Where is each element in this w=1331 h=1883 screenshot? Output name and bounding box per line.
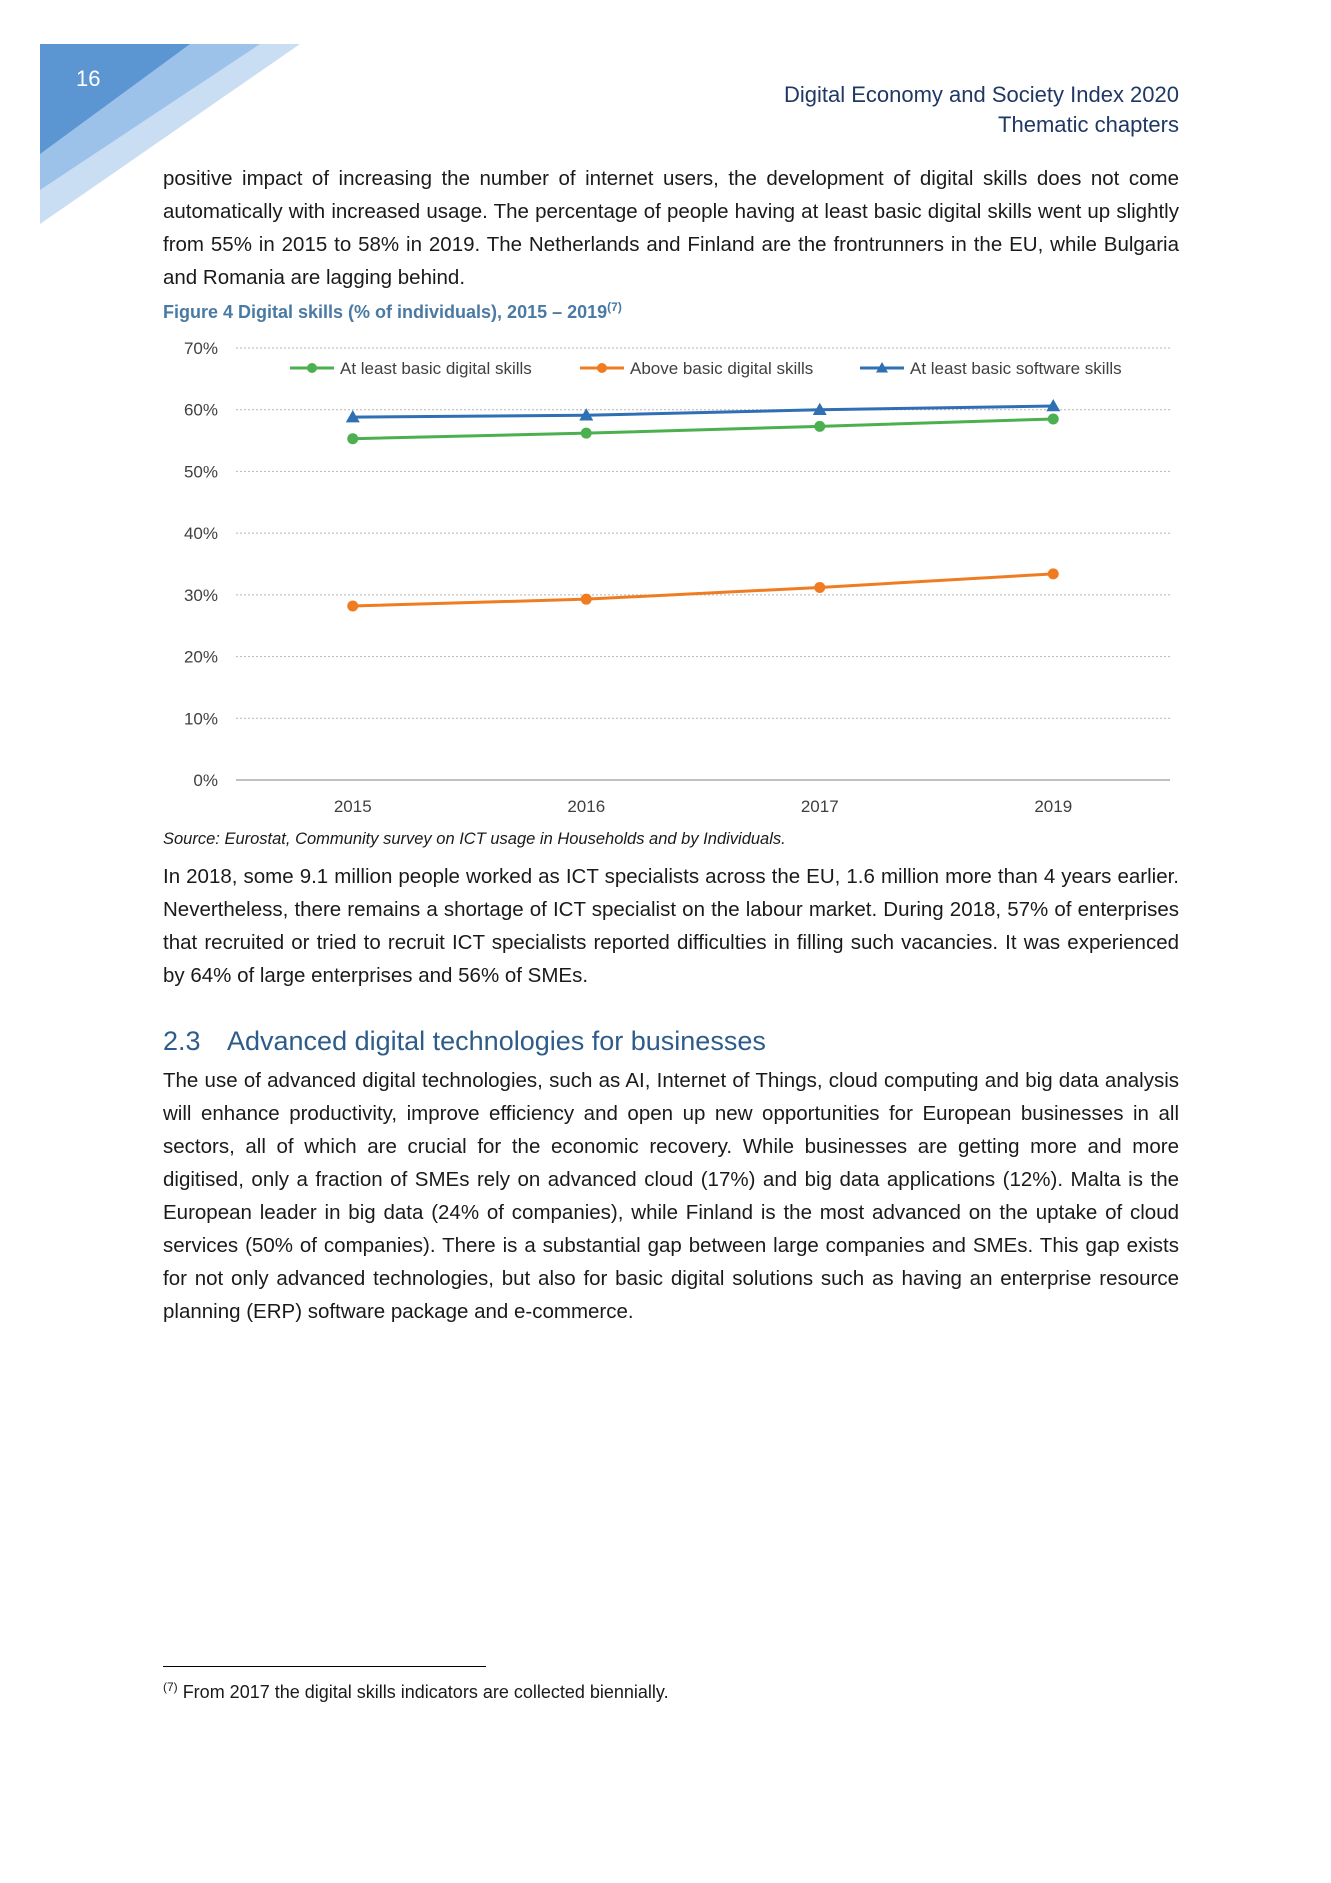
legend-swatch-marker: [597, 363, 607, 373]
y-tick-label: 60%: [183, 400, 218, 420]
figure-source: Source: Eurostat, Community survey on ICT usage in Households and by Individuals.: [163, 830, 786, 848]
series-line: [353, 419, 1054, 439]
y-tick-label: 40%: [183, 524, 218, 544]
legend-label: At least basic digital skills: [340, 359, 532, 378]
x-tick-label: 2019: [1034, 797, 1073, 816]
data-point: [814, 582, 825, 593]
x-tick-label: 2017: [800, 797, 839, 816]
y-tick-label: 10%: [183, 709, 218, 729]
y-tick-label: 50%: [183, 462, 218, 482]
running-header: [784, 80, 1179, 140]
data-point: [814, 421, 825, 432]
legend-label: At least basic software skills: [910, 359, 1122, 378]
series-line: [353, 406, 1054, 417]
figure-caption-footnote-ref: (7): [607, 300, 622, 314]
page-number: 16: [76, 66, 101, 91]
chart-legend: [290, 359, 1122, 378]
data-point: [581, 594, 592, 605]
digital-skills-line-chart: [140, 330, 1190, 820]
x-tick-label: 2016: [567, 797, 606, 816]
chart-x-tick-labels: [334, 797, 1072, 816]
section-number: 2.3: [163, 1026, 201, 1056]
body-paragraph-1: positive impact of increasing the number of internet users, the development of digital skills does not come automatically with increased usage. The percentage of people having at least basic digital skills went up slightly from 55% in 2015 to 58% in 2019. The Netherlands and Finland are the frontrunners in the EU, while Bulgaria and Romania are lagging behind.: [163, 167, 1179, 289]
body-paragraph-3: The use of advanced digital technologies, such as AI, Internet of Things, cloud computing and big data analysis will enhance productivity, improve efficiency and open up new opportunities for European businesses in all sectors, all of which are crucial for the economic recovery. While businesses are getting more and more digitised, only a fraction of SMEs rely on advanced cloud (17%) and big data applications (12%). Malta is the European leader in big data (24% of companies), while Finland is the most advanced on the uptake of cloud services (50% of companies). There is a substantial gap between large companies and SMEs. This gap exists for not only advanced technologies, but also for basic digital solutions such as having an enterprise resource planning (ERP) software package and e-commerce.: [163, 1069, 1179, 1323]
footnote: [163, 1680, 669, 1703]
data-point: [347, 600, 358, 611]
footnote-text: From 2017 the digital skills indicators are collected biennially.: [182, 1682, 669, 1702]
y-tick-label: 0%: [193, 771, 218, 790]
x-tick-label: 2015: [333, 797, 372, 816]
series-line: [353, 574, 1054, 606]
legend-swatch-marker: [307, 363, 317, 373]
body-paragraph-2: In 2018, some 9.1 million people worked as ICT specialists across the EU, 1.6 million more than 4 years earlier. Nevertheless, there remains a shortage of ICT specialist on the labour market. During 2018, 57% of enterprises that recruited or tried to recruit ICT specialists reported difficulties in filling such vacancies. It was experienced by 64% of large enterprises and 56% of SMEs.: [163, 865, 1179, 987]
chart-series: [346, 399, 1061, 611]
section-heading: [163, 1026, 766, 1057]
chart-y-tick-labels: [184, 339, 218, 790]
data-point: [1048, 413, 1059, 424]
data-point: [1048, 568, 1059, 579]
footnote-marker: (7): [163, 1680, 178, 1694]
y-tick-label: 70%: [183, 339, 218, 358]
header-subtitle: Thematic chapters: [998, 112, 1179, 137]
footnote-divider: [163, 1666, 486, 1667]
figure-caption-text: Figure 4 Digital skills (% of individuals), 2015 – 2019: [163, 302, 608, 322]
section-title: Advanced digital technologies for businesses: [227, 1026, 766, 1056]
data-point: [581, 428, 592, 439]
y-tick-label: 20%: [183, 647, 218, 667]
figure-caption: [163, 300, 622, 323]
header-title: Digital Economy and Society Index 2020: [783, 82, 1179, 107]
data-point: [347, 433, 358, 444]
legend-label: Above basic digital skills: [630, 359, 814, 378]
y-tick-label: 30%: [183, 585, 218, 605]
